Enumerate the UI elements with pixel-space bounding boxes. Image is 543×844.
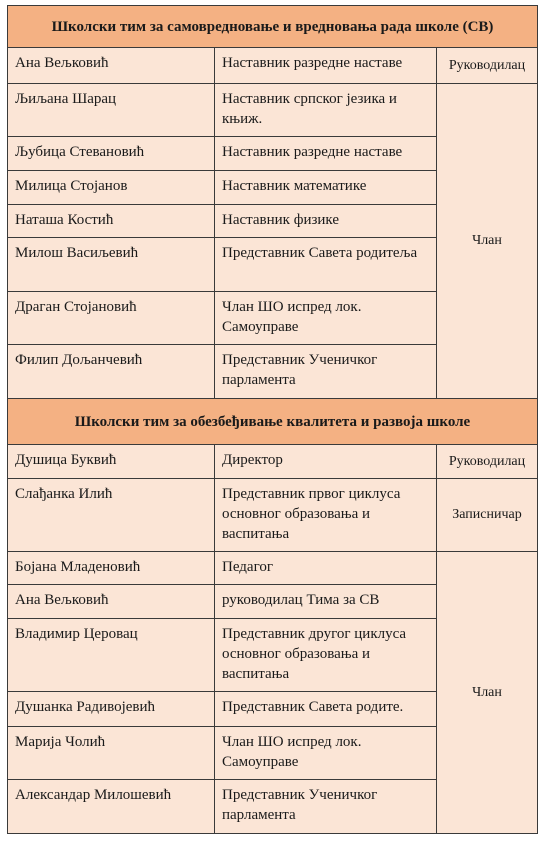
member-name: Драган Стојановић bbox=[8, 292, 215, 345]
member-name: Марија Чолић bbox=[8, 727, 215, 780]
member-position: Представник другог циклуса основног образовања и васпитања bbox=[215, 619, 437, 692]
member-position: Педагог bbox=[215, 552, 437, 585]
member-position: руководилац Тима за СВ bbox=[215, 585, 437, 619]
member-name: Љиљана Шарац bbox=[8, 84, 215, 137]
member-name: Милош Васиљевић bbox=[8, 238, 215, 292]
member-position: Наставник разредне наставе bbox=[215, 137, 437, 171]
member-position: Представник првог циклуса основног образовања и васпитања bbox=[215, 479, 437, 552]
member-role: Члан bbox=[437, 84, 538, 399]
member-name: Александар Милошевић bbox=[8, 780, 215, 834]
teams-table bbox=[7, 5, 538, 834]
member-position: Наставник разредне наставе bbox=[215, 48, 437, 84]
member-name: Владимир Церовац bbox=[8, 619, 215, 692]
team-2-title: Школски тим за обезбеђивање квалитета и развоја школе bbox=[8, 399, 538, 445]
member-name: Филип Дољанчевић bbox=[8, 345, 215, 399]
member-name: Слађанка Илић bbox=[8, 479, 215, 552]
member-role: Записничар bbox=[437, 479, 538, 552]
member-role: Члан bbox=[437, 552, 538, 834]
member-name: Наташа Костић bbox=[8, 205, 215, 238]
member-name: Бојана Младеновић bbox=[8, 552, 215, 585]
member-position: Наставник српског језика и књиж. bbox=[215, 84, 437, 137]
member-position: Наставник физике bbox=[215, 205, 437, 238]
member-position: Представник Ученичког парламента bbox=[215, 780, 437, 834]
member-position: Представник Савета родитеља bbox=[215, 238, 437, 292]
member-name: Душанка Радивојевић bbox=[8, 692, 215, 727]
member-position: Наставник математике bbox=[215, 171, 437, 205]
member-name: Љубица Стевановић bbox=[8, 137, 215, 171]
member-position: Директор bbox=[215, 445, 437, 479]
member-name: Ана Вељковић bbox=[8, 48, 215, 84]
member-position: Члан ШО испред лок. Самоуправе bbox=[215, 727, 437, 780]
member-position: Члан ШО испред лок. Самоуправе bbox=[215, 292, 437, 345]
member-role: Руководилац bbox=[437, 48, 538, 84]
team-1-title: Школски тим за самовредновање и вреднoвања рада школе (СВ) bbox=[8, 6, 538, 48]
member-name: Милица Стојанов bbox=[8, 171, 215, 205]
member-name: Ана Вељковић bbox=[8, 585, 215, 619]
member-name: Душица Буквић bbox=[8, 445, 215, 479]
member-position: Представник Савета родите. bbox=[215, 692, 437, 727]
member-role: Руководилац bbox=[437, 445, 538, 479]
member-position: Представник Ученичког парламента bbox=[215, 345, 437, 399]
